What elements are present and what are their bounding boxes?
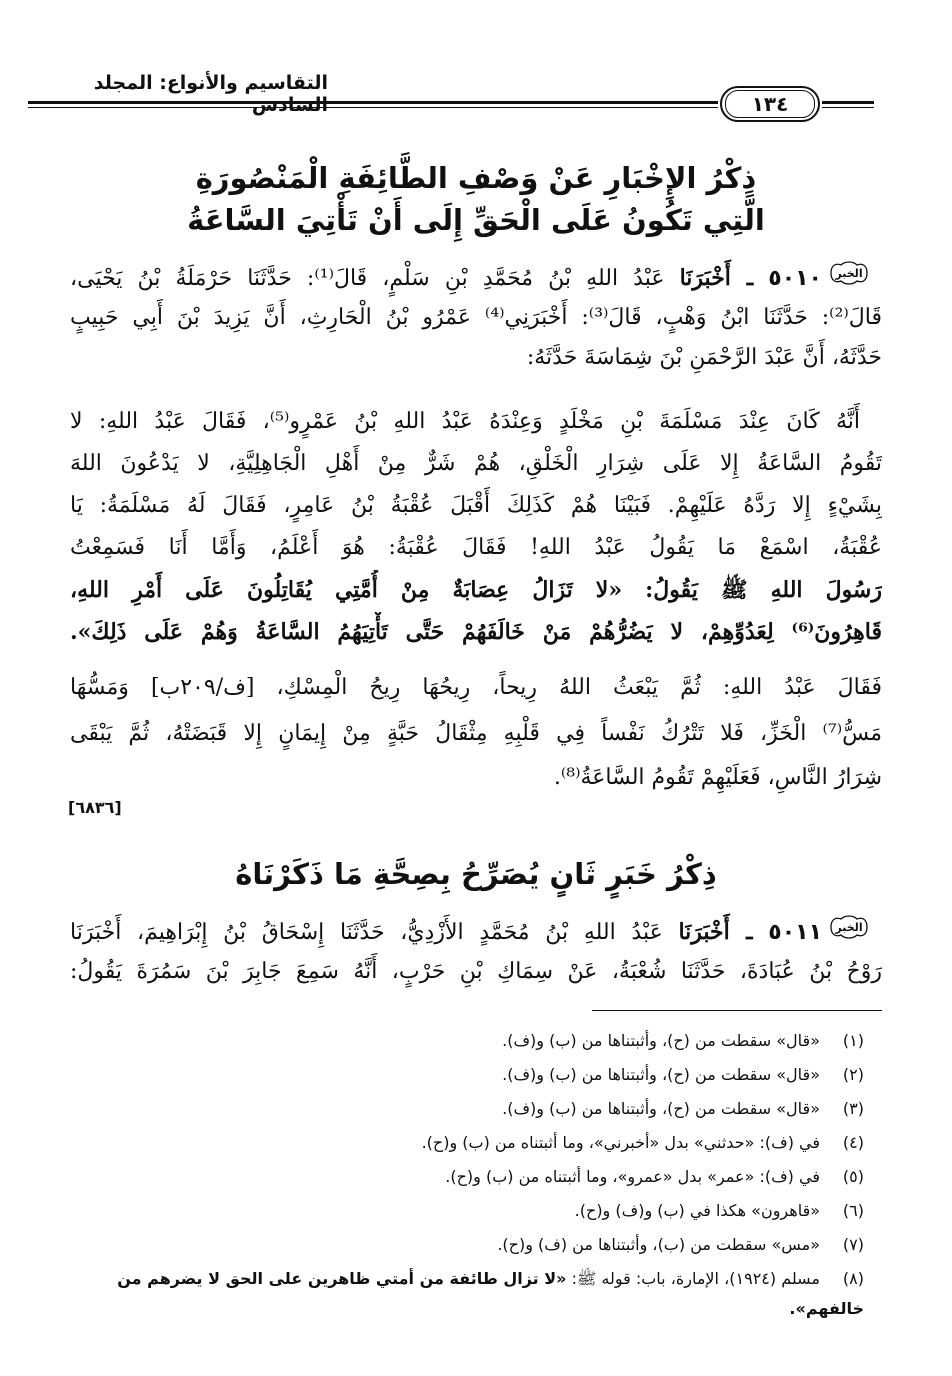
matn-line-2: تَقُومُ السَّاعَةُ إِلا عَلَى شِرَارِ الْخَلْقِ، هُمْ شَرٌّ مِنْ أَهْلِ الْجَاهِلِيَّةِ، لا يَدْعُونَ اللهَ bbox=[70, 451, 882, 476]
section1-title-line2: الَّتِي تَكُونُ عَلَى الْحَقِّ إِلَى أَنْ تَأْتِيَ السَّاعَةُ bbox=[187, 203, 765, 237]
isnad-line-3: حَدَّثَهُ، أَنَّ عَبْدَ الرَّحْمَنِ بْنَ شِمَاسَةَ حَدَّثَهُ: bbox=[526, 345, 882, 370]
isnad-text: عَبْدُ اللهِ بْنُ مُحَمَّدِ بْنِ سَلْمٍ، قَالَ⁽¹⁾: حَدَّثَنَا حَرْمَلَةُ بْنُ يَحْيَى، bbox=[70, 266, 665, 291]
matn-line-6: قَاهِرُونَ⁽⁶⁾ لِعَدُوِّهِمْ، لا يَضُرُّهُمْ مَنْ خَالَفَهُمْ حَتَّى تَأْتِيَهُمُ السَّاعَةُ وَهُمْ عَلَى ذَلِكَ». bbox=[70, 619, 882, 645]
isnad-line-2: قَالَ⁽²⁾: حَدَّثَنَا ابْنُ وَهْبٍ، قَالَ⁽³⁾: أَخْبَرَنِي⁽⁴⁾ عَمْرُو بْنُ الْحَارِثِ، أَنَّ يَزِيدَ بْنَ أَبِي حَبِيبٍ bbox=[70, 305, 882, 330]
header-rule-right bbox=[822, 101, 874, 104]
running-title: التقاسيم والأنواع: المجلد السادس bbox=[93, 72, 328, 116]
footnote: (٢)«قال» سقطت من (ح)، وأثبتناها من (ب) و(ف). bbox=[502, 1065, 864, 1084]
isnad-line-1: ٥٠١٠ ـ أَخْبَرَنَا عَبْدُ اللهِ بْنُ مُحَمَّدِ بْنِ سَلْمٍ، قَالَ⁽¹⁾: حَدَّثَنَا حَرْمَلَةُ بْنُ يَحْيَى، bbox=[70, 265, 822, 291]
footnote: (٣)«قال» سقطت من (ح)، وأثبتناها من (ب) و(ف). bbox=[502, 1099, 864, 1118]
section1-title-line1: ذِكْرُ الإِخْبَارِ عَنْ وَصْفِ الطَّائِفَةِ الْمَنْصُورَةِ bbox=[195, 161, 757, 195]
matn-line-1: أَنَّهُ كَانَ عِنْدَ مَسْلَمَةَ بْنِ مَخْلَدٍ وَعِنْدَهُ عَبْدُ اللهِ بْنُ عَمْرٍو⁽⁵⁾، فَقَالَ عَبْدُ اللهِ: لا bbox=[70, 409, 860, 434]
footnote: (٨)مسلم (١٩٢٤)، الإمارة، باب: قوله ﷺ: «لا تزال طائفة من أمتي ظاهرين على الحق لا يضرهم من خالفهم». bbox=[117, 1269, 864, 1318]
hadith-number: ٥٠١١ bbox=[768, 920, 822, 945]
footnote: (٧)«مس» سقطت من (ب)، وأثبتناها من (ف) و(ح). bbox=[497, 1235, 864, 1254]
page-number: ١٣٤ bbox=[725, 90, 815, 118]
footnote: (٥)في (ف): «عمر» بدل «عمرو»، وما أثبتناه من (ب) و(ح). bbox=[445, 1167, 864, 1186]
isnad-text: عَبْدُ اللهِ بْنُ مُحَمَّدٍ الأَزْدِيُّ، حَدَّثَنَا إِسْحَاقُ بْنُ إِبْرَاهِيمَ، أَخْبَرَنَا bbox=[70, 920, 663, 945]
isnad-keyword: أَخْبَرَنَا bbox=[679, 265, 731, 291]
matn-line-8: مَسُّ⁽⁷⁾ الْخَزِّ، فَلا تَتْرُكُ نَفْساً فِي قَلْبِهِ مِثْقَالُ حَبَّةٍ مِنْ إِيمَانٍ إِلا قَبَضَتْهُ، ثُمَّ يَبْقَى bbox=[70, 721, 882, 746]
hadith-badge-icon bbox=[828, 260, 870, 286]
footnote: (٤)في (ف): «حدثني» بدل «أخبرني»، وما أثبتناه من (ب) و(ح). bbox=[421, 1133, 864, 1152]
section2-title: ذِكْرُ خَبَرٍ ثَانٍ يُصَرِّحُ بِصِحَّةِ مَا ذَكَرْنَاهُ bbox=[235, 857, 717, 891]
page-number-frame bbox=[720, 86, 820, 122]
footnote: (٦)«قاهرون» هكذا في (ب) و(ف) و(ح). bbox=[574, 1201, 864, 1220]
badge-label: الخبر bbox=[835, 266, 863, 280]
matn-line-7: فَقَالَ عَبْدُ اللهِ: ثُمَّ يَبْعَثُ اللهُ رِيحاً، رِيحُهَا رِيحُ الْمِسْكِ، [ف/٢٠٩ب] وَمَسُّهَا bbox=[70, 675, 882, 700]
hadith-badge-icon bbox=[828, 914, 870, 940]
reference-number: [٦٨٣٦] bbox=[68, 798, 122, 817]
header-rule bbox=[28, 101, 718, 104]
isnad2-line-2: رَوْحُ بْنُ عُبَادَةَ، حَدَّثَنَا شُعْبَةُ، عَنْ سِمَاكِ بْنِ حَرْبٍ، أَنَّهُ سَمِعَ جَابِرَ بْنَ سَمُرَةَ يَقُولُ: bbox=[70, 959, 882, 984]
footnote: (١)«قال» سقطت من (ح)، وأثبتناها من (ب) و(ف). bbox=[502, 1031, 864, 1050]
matn-line-3: بِشَيْءٍ إِلا رَدَّهُ عَلَيْهِمْ. فَبَيْنَا هُمْ كَذَلِكَ أَقْبَلَ عُقْبَةُ بْنُ عَامِرٍ، فَقَالَ لَهُ مَسْلَمَةُ: يَا bbox=[70, 493, 882, 518]
hadith-number: ٥٠١٠ bbox=[768, 266, 822, 291]
badge-label: الخبر bbox=[835, 920, 863, 934]
footnote-divider bbox=[592, 1010, 882, 1011]
isnad2-line-1: ٥٠١١ ـ أَخْبَرَنَا عَبْدُ اللهِ بْنُ مُحَمَّدٍ الأَزْدِيُّ، حَدَّثَنَا إِسْحَاقُ بْنُ إِبْرَاهِيمَ، أَخْبَرَنَا bbox=[70, 919, 822, 945]
matn-line-5: رَسُولَ اللهِ ﷺ يَقُولُ: «لا تَزَالُ عِصَابَةٌ مِنْ أُمَّتِي يُقَاتِلُونَ عَلَى أَمْرِ اللهِ، bbox=[70, 577, 882, 603]
header-rule-thin bbox=[28, 107, 718, 108]
header-rule-right-thin bbox=[822, 107, 874, 108]
matn-line-9: شِرَارُ النَّاسِ، فَعَلَيْهِمْ تَقُومُ السَّاعَةُ⁽⁸⁾. bbox=[553, 765, 882, 790]
matn-line-4: عُقْبَةُ، اسْمَعْ مَا يَقُولُ عَبْدُ اللهِ! فَقَالَ عُقْبَةُ: هُوَ أَعْلَمُ، وَأَمَّا أَنَا فَسَمِعْتُ bbox=[70, 535, 882, 560]
isnad-keyword: أَخْبَرَنَا bbox=[678, 919, 730, 945]
